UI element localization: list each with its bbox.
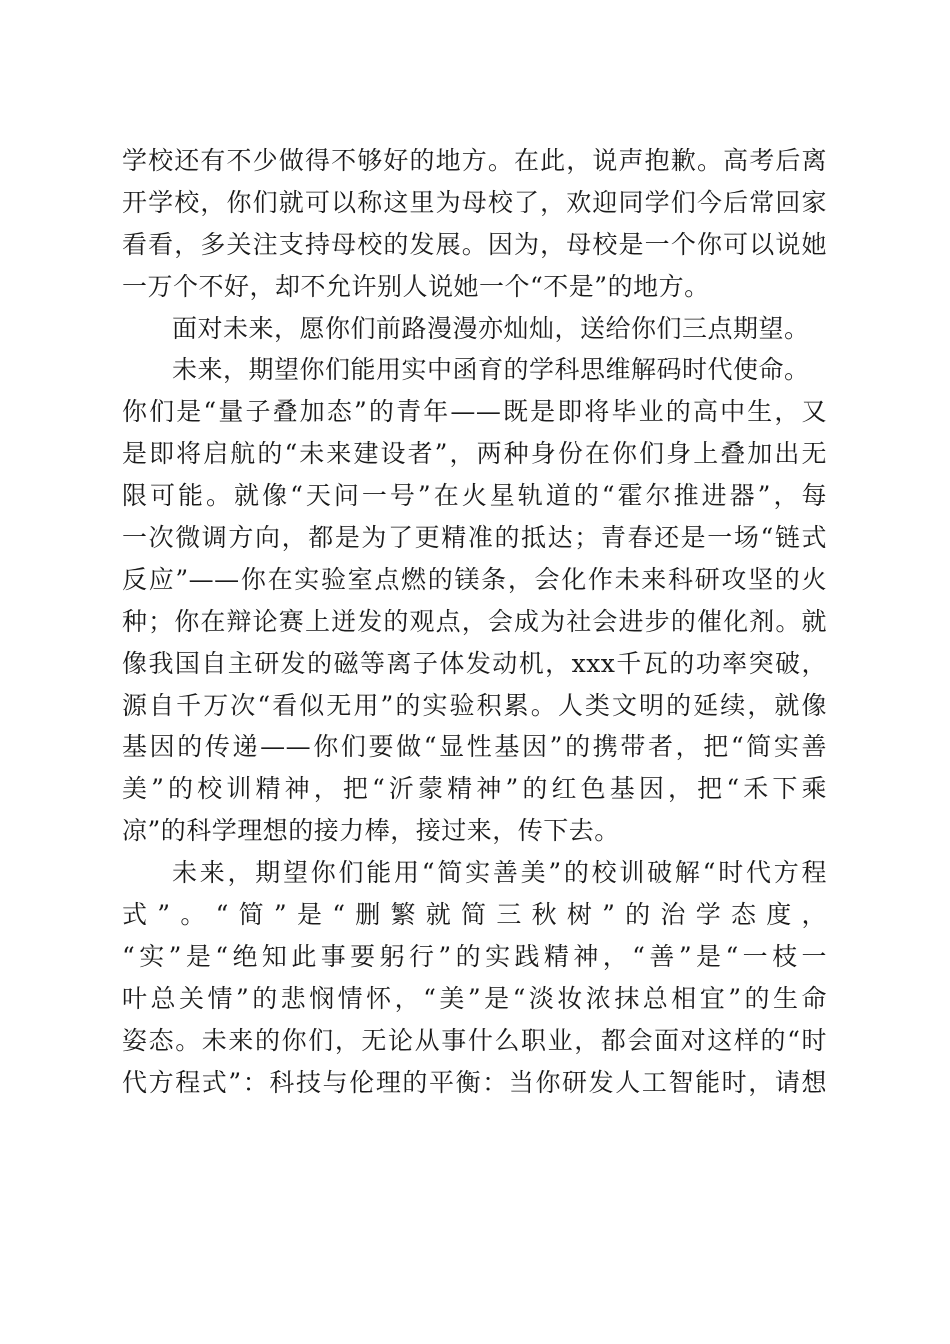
text-line: 像我国自主研发的磁等离子体发动机，xxx千瓦的功率突破， (122, 648, 827, 678)
text-line: 一万个不好，却不允许别人说她一个“不是”的地方。 (122, 271, 710, 301)
paragraph-first-line: 未来，期望你们能用“简实善美”的校训破解“时代方程 (172, 858, 827, 888)
text-line: “实”是“绝知此事要躬行”的实践精神，“善”是“一枝一 (122, 941, 827, 971)
text-line: 美”的校训精神，把“沂蒙精神”的红色基因，把“禾下乘 (122, 774, 827, 804)
text-line: 代方程式”：科技与伦理的平衡：当你研发人工智能时，请想 (122, 1067, 827, 1097)
text-line: 种；你在辩论赛上迸发的观点，会成为社会进步的催化剂。就 (122, 606, 827, 636)
body-text (122, 140, 827, 1103)
text-line: 基因的传递——你们要做“显性基因”的携带者，把“简实善 (122, 732, 827, 762)
text-line: 学校还有不少做得不够好的地方。在此，说声抱歉。高考后离 (122, 146, 827, 175)
text-line: 凉”的科学理想的接力棒，接过来，传下去。 (122, 816, 620, 846)
text-line: 反应”——你在实验室点燃的镁条，会化作未来科研攻坚的火 (122, 564, 827, 594)
text-line: 姿态。未来的你们，无论从事什么职业，都会面对这样的“时 (122, 1025, 827, 1055)
paragraph-first-line: 面对未来，愿你们前路漫漫亦灿灿，送给你们三点期望。 (172, 313, 810, 343)
text-line: 源自千万次“看似无用”的实验积累。人类文明的延续，就像 (122, 690, 827, 720)
text-line: 限可能。就像“天问一号”在火星轨道的“霍尔推进器”，每 (122, 481, 827, 511)
text-line: 看看，多关注支持母校的发展。因为，母校是一个你可以说她 (122, 229, 827, 259)
text-line: 开学校，你们就可以称这里为母校了，欢迎同学们今后常回家 (122, 187, 827, 217)
text-line: 式”。“简”是“删繁就简三秋树”的治学态度， (122, 900, 827, 930)
text-line: 你们是“量子叠加态”的青年——既是即将毕业的高中生，又 (122, 397, 827, 427)
text-line: 叶总关情”的悲悯情怀，“美”是“淡妆浓抹总相宜”的生命 (122, 983, 827, 1013)
text-line: 是即将启航的“未来建设者”，两种身份在你们身上叠加出无 (122, 439, 827, 469)
text-line: 一次微调方向，都是为了更精准的抵达；青春还是一场“链式 (122, 523, 827, 553)
paragraph-first-line: 未来，期望你们能用实中函育的学科思维解码时代使命。 (172, 355, 810, 385)
